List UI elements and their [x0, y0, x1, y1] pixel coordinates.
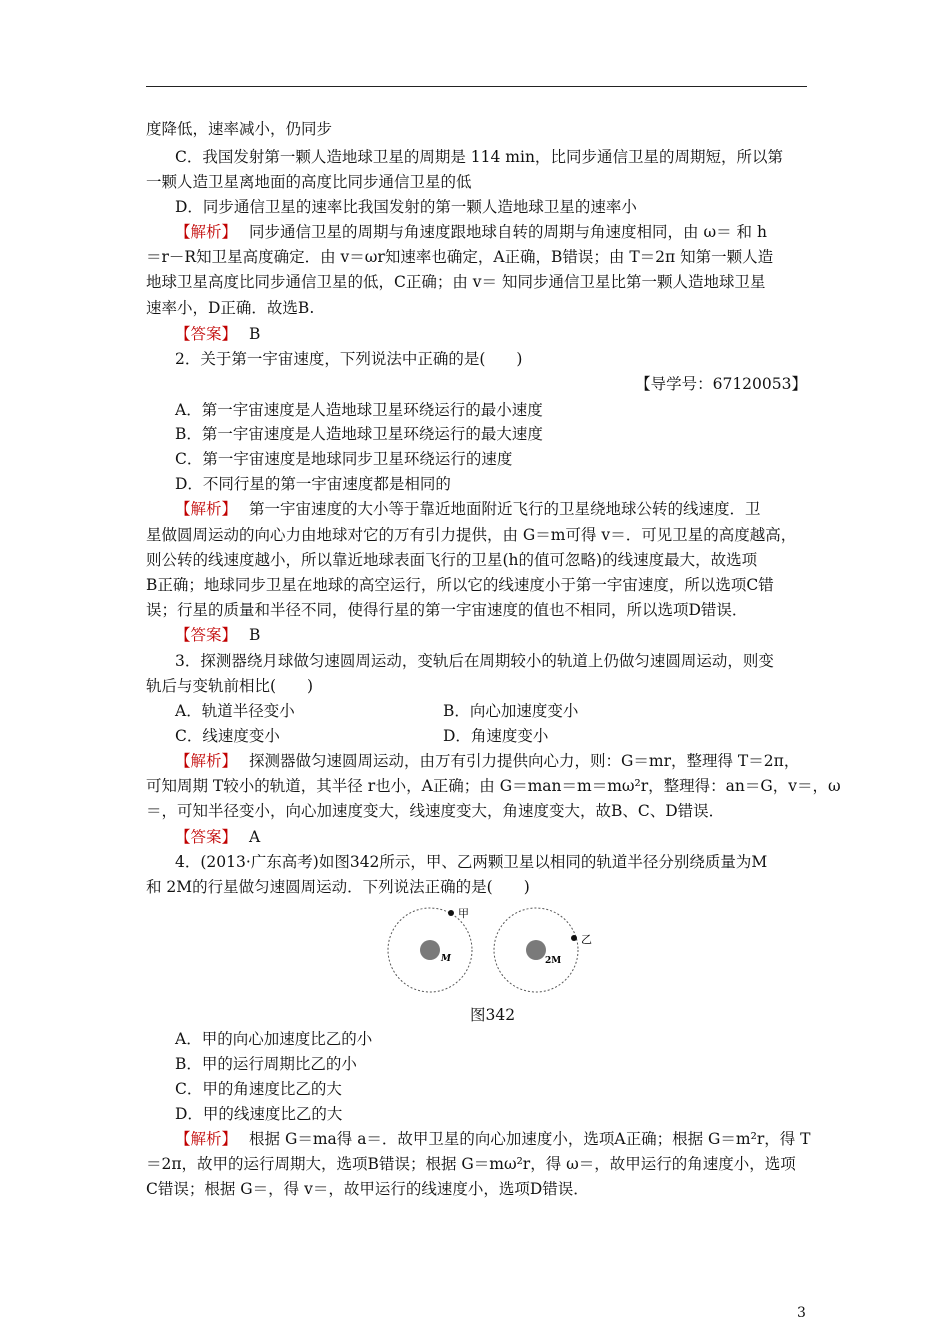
option-a: A．第一宇宙速度是人造地球卫星环绕运行的最小速度 [175, 401, 543, 419]
answer-line: 【答案】 B [175, 626, 261, 644]
analysis-tag: 【解析】 [175, 752, 238, 770]
orbit-figure [383, 905, 593, 995]
option-b: B．第一宇宙速度是人造地球卫星环绕运行的最大速度 [175, 425, 543, 443]
option-d: D．同步通信卫星的速率比我国发射的第一颗人造地球卫星的速率小 [175, 198, 637, 216]
question-3: 3．探测器绕月球做匀速圆周运动，变轨后在周期较小的轨道上仍做匀速圆周运动，则变 [175, 652, 774, 670]
text-line: 一颗人造卫星离地面的高度比同步通信卫星的低 [146, 173, 472, 191]
option-d: D．甲的线速度比乙的大 [175, 1105, 343, 1123]
figure-caption: 图342 [470, 1006, 516, 1024]
right-planet-label: 2M [545, 956, 562, 966]
analysis-line: 【解析】 同步通信卫星的周期与角速度跟地球自转的周期与角速度相同，由 ω＝ 和 h [175, 223, 767, 241]
question-2: 2．关于第一宇宙速度，下列说法中正确的是( ) [175, 350, 523, 368]
text-line: ＝r－R知卫星高度确定．由 v＝ωr知速率也确定，A正确，B错误；由 T＝2π 知第一颗人造 [146, 248, 774, 266]
analysis-tag: 【解析】 [175, 223, 238, 241]
analysis-tag: 【解析】 [175, 500, 238, 518]
right-planet [526, 940, 546, 960]
guide-number: 【导学号：67120053】 [635, 375, 807, 393]
left-satellite-label: 甲 [458, 907, 469, 920]
text-line: 速率小，D正确．故选B. [146, 299, 315, 317]
option-d: D．角速度变小 [443, 727, 549, 745]
text-line: ＝2π，故甲的运行周期大，选项B错误；根据 G＝mω²r，得 ω＝，故甲运行的角速度小，选项 [146, 1155, 796, 1173]
text-line: 误；行星的质量和半径不同，使得行星的第一宇宙速度的值也不相同，所以选项D错误． [146, 601, 748, 619]
text-line: C错误；根据 G＝，得 v＝，故甲运行的线速度小，选项D错误． [146, 1180, 589, 1198]
option-a: A．甲的向心加速度比乙的小 [175, 1030, 373, 1048]
analysis-line: 【解析】 第一宇宙速度的大小等于靠近地面附近飞行的卫星绕地球公转的线速度．卫 [175, 500, 761, 518]
text-line: 地球卫星高度比同步通信卫星的低，C正确；由 v＝ 知同步通信卫星比第一颗人造地球卫星 [146, 273, 766, 291]
option-a: A．轨道半径变小 [175, 702, 295, 720]
analysis-line: 【解析】 探测器做匀速圆周运动，由万有引力提供向心力，则：G＝mr，整理得 T＝2π， [175, 752, 800, 770]
answer-line: 【答案】 B [175, 325, 261, 343]
option-b: B．向心加速度变小 [443, 702, 579, 720]
option-c: C．我国发射第一颗人造地球卫星的周期是 114 min，比同步通信卫星的周期短，所以第 [175, 148, 783, 166]
analysis-tag: 【解析】 [175, 1130, 238, 1148]
left-planet [420, 940, 440, 960]
option-d: D．不同行星的第一宇宙速度都是相同的 [175, 475, 451, 493]
option-c: C．第一宇宙速度是地球同步卫星环绕运行的速度 [175, 450, 513, 468]
left-satellite [448, 910, 454, 916]
page-number: 3 [797, 1305, 806, 1321]
option-c: C．甲的角速度比乙的大 [175, 1080, 342, 1098]
text-line: ＝，可知半径变小，向心加速度变大，线速度变大，角速度变大，故B、C、D错误． [146, 802, 725, 820]
text-line: 和 2M的行星做匀速圆周运动．下列说法正确的是( ) [146, 878, 530, 896]
right-satellite [571, 935, 577, 941]
answer-tag: 【答案】 [175, 626, 238, 644]
right-satellite-label: 乙 [581, 933, 592, 946]
option-c: C．线速度变小 [175, 727, 280, 745]
analysis-line: 【解析】 根据 G＝ma得 a＝．故甲卫星的向心加速度小，选项A正确；根据 G＝m²r，得 T [175, 1130, 811, 1148]
text-line: B正确；地球同步卫星在地球的高空运行，所以它的线速度小于第一宇宙速度，所以选项C错 [146, 576, 774, 594]
answer-tag: 【答案】 [175, 325, 238, 343]
answer-line: 【答案】 A [175, 828, 261, 846]
header-rule [146, 86, 807, 87]
option-b: B．甲的运行周期比乙的小 [175, 1055, 357, 1073]
text-line: 轨后与变轨前相比( ) [146, 677, 314, 695]
question-4: 4．(2013·广东高考)如图342所示，甲、乙两颗卫星以相同的轨道半径分别绕质量为M [175, 853, 768, 871]
answer-tag: 【答案】 [175, 828, 238, 846]
left-planet-label: M [441, 954, 451, 964]
text-line: 度降低，速率减小，仍同步 [146, 120, 333, 138]
text-line: 可知周期 T较小的轨道，其半径 r也小，A正确；由 G＝man＝m＝mω²r，整理得：an＝G，v＝，ω [146, 777, 841, 795]
text-line: 则公转的线速度越小，所以靠近地球表面飞行的卫星(h的值可忽略)的线速度最大，故选项 [146, 551, 758, 569]
text-line: 星做圆周运动的向心力由地球对它的万有引力提供，由 G＝m可得 v＝．可见卫星的高度越高， [146, 526, 797, 544]
